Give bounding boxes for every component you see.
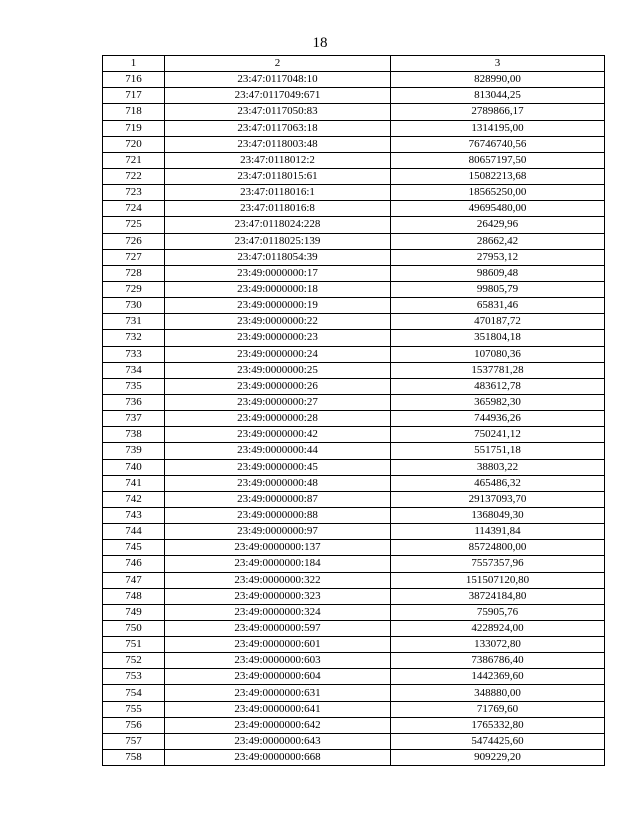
value-cell: 1765332,80 xyxy=(391,717,605,733)
value-cell: 65831,46 xyxy=(391,298,605,314)
table-row xyxy=(103,346,605,362)
table-row xyxy=(103,72,605,88)
cadastral-number-cell: 23:49:0000000:597 xyxy=(165,620,391,636)
table-row xyxy=(103,604,605,620)
table-row xyxy=(103,265,605,281)
cadastral-number-cell: 23:49:0000000:88 xyxy=(165,507,391,523)
table-row xyxy=(103,298,605,314)
table-row xyxy=(103,524,605,540)
value-cell: 909229,20 xyxy=(391,750,605,766)
row-number-cell: 736 xyxy=(103,394,165,410)
value-cell: 27953,12 xyxy=(391,249,605,265)
row-number-cell: 717 xyxy=(103,88,165,104)
value-cell: 470187,72 xyxy=(391,314,605,330)
row-number-cell: 735 xyxy=(103,378,165,394)
cadastral-number-cell: 23:47:0118012:2 xyxy=(165,152,391,168)
cadastral-number-cell: 23:49:0000000:641 xyxy=(165,701,391,717)
table-body xyxy=(103,72,605,766)
value-cell: 49695480,00 xyxy=(391,201,605,217)
table-row xyxy=(103,653,605,669)
table-row xyxy=(103,249,605,265)
value-cell: 348880,00 xyxy=(391,685,605,701)
cadastral-number-cell: 23:49:0000000:22 xyxy=(165,314,391,330)
table-row xyxy=(103,168,605,184)
row-number-cell: 742 xyxy=(103,491,165,507)
cadastral-number-cell: 23:49:0000000:26 xyxy=(165,378,391,394)
row-number-cell: 741 xyxy=(103,475,165,491)
row-number-cell: 749 xyxy=(103,604,165,620)
value-cell: 85724800,00 xyxy=(391,540,605,556)
value-cell: 71769,60 xyxy=(391,701,605,717)
table-row xyxy=(103,669,605,685)
row-number-cell: 725 xyxy=(103,217,165,233)
value-cell: 2789866,17 xyxy=(391,104,605,120)
table-row xyxy=(103,637,605,653)
row-number-cell: 734 xyxy=(103,362,165,378)
cadastral-number-cell: 23:49:0000000:324 xyxy=(165,604,391,620)
cadastral-number-cell: 23:47:0117048:10 xyxy=(165,72,391,88)
row-number-cell: 740 xyxy=(103,459,165,475)
column-header-1: 1 xyxy=(103,56,165,72)
table-row xyxy=(103,556,605,572)
value-cell: 151507120,80 xyxy=(391,572,605,588)
row-number-cell: 729 xyxy=(103,281,165,297)
row-number-cell: 745 xyxy=(103,540,165,556)
cadastral-number-cell: 23:49:0000000:44 xyxy=(165,443,391,459)
table-row xyxy=(103,201,605,217)
row-number-cell: 732 xyxy=(103,330,165,346)
row-number-cell: 757 xyxy=(103,733,165,749)
cadastral-number-cell: 23:49:0000000:184 xyxy=(165,556,391,572)
row-number-cell: 733 xyxy=(103,346,165,362)
row-number-cell: 727 xyxy=(103,249,165,265)
table-row xyxy=(103,685,605,701)
value-cell: 1537781,28 xyxy=(391,362,605,378)
table-row xyxy=(103,394,605,410)
cadastral-number-cell: 23:49:0000000:25 xyxy=(165,362,391,378)
row-number-cell: 746 xyxy=(103,556,165,572)
table-row xyxy=(103,572,605,588)
cadastral-number-cell: 23:49:0000000:668 xyxy=(165,750,391,766)
value-cell: 99805,79 xyxy=(391,281,605,297)
cadastral-number-cell: 23:49:0000000:17 xyxy=(165,265,391,281)
value-cell: 15082213,68 xyxy=(391,168,605,184)
cadastral-number-cell: 23:49:0000000:643 xyxy=(165,733,391,749)
value-cell: 114391,84 xyxy=(391,524,605,540)
table-row xyxy=(103,717,605,733)
row-number-cell: 724 xyxy=(103,201,165,217)
cadastral-number-cell: 23:49:0000000:27 xyxy=(165,394,391,410)
row-number-cell: 748 xyxy=(103,588,165,604)
row-number-cell: 723 xyxy=(103,185,165,201)
cadastral-number-cell: 23:49:0000000:24 xyxy=(165,346,391,362)
cadastral-number-cell: 23:49:0000000:45 xyxy=(165,459,391,475)
table-row xyxy=(103,233,605,249)
value-cell: 28662,42 xyxy=(391,233,605,249)
row-number-cell: 721 xyxy=(103,152,165,168)
cadastral-number-cell: 23:49:0000000:631 xyxy=(165,685,391,701)
table-row xyxy=(103,378,605,394)
cadastral-number-cell: 23:49:0000000:323 xyxy=(165,588,391,604)
row-number-cell: 718 xyxy=(103,104,165,120)
cadastral-number-cell: 23:49:0000000:87 xyxy=(165,491,391,507)
value-cell: 75905,76 xyxy=(391,604,605,620)
row-number-cell: 720 xyxy=(103,136,165,152)
table-row xyxy=(103,120,605,136)
value-cell: 483612,78 xyxy=(391,378,605,394)
table-row xyxy=(103,459,605,475)
cadastral-number-cell: 23:49:0000000:137 xyxy=(165,540,391,556)
value-cell: 465486,32 xyxy=(391,475,605,491)
cadastral-number-cell: 23:47:0118003:48 xyxy=(165,136,391,152)
table-row xyxy=(103,362,605,378)
row-number-cell: 747 xyxy=(103,572,165,588)
value-cell: 351804,18 xyxy=(391,330,605,346)
row-number-cell: 754 xyxy=(103,685,165,701)
value-cell: 29137093,70 xyxy=(391,491,605,507)
column-header-2: 2 xyxy=(165,56,391,72)
cadastral-number-cell: 23:47:0118025:139 xyxy=(165,233,391,249)
row-number-cell: 744 xyxy=(103,524,165,540)
table-row xyxy=(103,330,605,346)
row-number-cell: 752 xyxy=(103,653,165,669)
row-number-cell: 755 xyxy=(103,701,165,717)
value-cell: 5474425,60 xyxy=(391,733,605,749)
table-row xyxy=(103,217,605,233)
row-number-cell: 726 xyxy=(103,233,165,249)
table-row xyxy=(103,701,605,717)
value-cell: 107080,36 xyxy=(391,346,605,362)
cadastral-number-cell: 23:49:0000000:603 xyxy=(165,653,391,669)
table-row xyxy=(103,620,605,636)
cadastral-number-cell: 23:47:0117049:671 xyxy=(165,88,391,104)
row-number-cell: 753 xyxy=(103,669,165,685)
cadastral-number-cell: 23:49:0000000:97 xyxy=(165,524,391,540)
table-row xyxy=(103,540,605,556)
value-cell: 133072,80 xyxy=(391,637,605,653)
row-number-cell: 719 xyxy=(103,120,165,136)
value-cell: 1442369,60 xyxy=(391,669,605,685)
value-cell: 1368049,30 xyxy=(391,507,605,523)
table-row xyxy=(103,314,605,330)
value-cell: 551751,18 xyxy=(391,443,605,459)
table-row xyxy=(103,88,605,104)
cadastral-number-cell: 23:47:0117063:18 xyxy=(165,120,391,136)
row-number-cell: 738 xyxy=(103,427,165,443)
cadastral-number-cell: 23:49:0000000:604 xyxy=(165,669,391,685)
value-cell: 365982,30 xyxy=(391,394,605,410)
row-number-cell: 728 xyxy=(103,265,165,281)
table-row xyxy=(103,507,605,523)
value-cell: 1314195,00 xyxy=(391,120,605,136)
column-header-3: 3 xyxy=(391,56,605,72)
value-cell: 18565250,00 xyxy=(391,185,605,201)
table-row xyxy=(103,491,605,507)
cadastral-number-cell: 23:49:0000000:322 xyxy=(165,572,391,588)
row-number-cell: 716 xyxy=(103,72,165,88)
cadastral-number-cell: 23:49:0000000:642 xyxy=(165,717,391,733)
row-number-cell: 750 xyxy=(103,620,165,636)
row-number-cell: 737 xyxy=(103,411,165,427)
row-number-cell: 756 xyxy=(103,717,165,733)
value-cell: 828990,00 xyxy=(391,72,605,88)
table-row xyxy=(103,281,605,297)
value-cell: 76746740,56 xyxy=(391,136,605,152)
row-number-cell: 722 xyxy=(103,168,165,184)
row-number-cell: 758 xyxy=(103,750,165,766)
value-cell: 80657197,50 xyxy=(391,152,605,168)
cadastral-number-cell: 23:49:0000000:48 xyxy=(165,475,391,491)
cadastral-number-cell: 23:47:0118016:8 xyxy=(165,201,391,217)
value-cell: 7386786,40 xyxy=(391,653,605,669)
table-row xyxy=(103,427,605,443)
value-cell: 7557357,96 xyxy=(391,556,605,572)
cadastral-number-cell: 23:49:0000000:42 xyxy=(165,427,391,443)
cadastral-number-cell: 23:49:0000000:18 xyxy=(165,281,391,297)
table-row xyxy=(103,733,605,749)
value-cell: 4228924,00 xyxy=(391,620,605,636)
value-cell: 38724184,80 xyxy=(391,588,605,604)
value-cell: 744936,26 xyxy=(391,411,605,427)
table-row xyxy=(103,104,605,120)
value-cell: 26429,96 xyxy=(391,217,605,233)
value-cell: 98609,48 xyxy=(391,265,605,281)
registry-table xyxy=(102,55,605,766)
cadastral-number-cell: 23:47:0118015:61 xyxy=(165,168,391,184)
value-cell: 750241,12 xyxy=(391,427,605,443)
table-header-row xyxy=(103,56,605,72)
table-row xyxy=(103,750,605,766)
value-cell: 38803,22 xyxy=(391,459,605,475)
table-row xyxy=(103,136,605,152)
cadastral-number-cell: 23:49:0000000:23 xyxy=(165,330,391,346)
cadastral-number-cell: 23:49:0000000:19 xyxy=(165,298,391,314)
row-number-cell: 730 xyxy=(103,298,165,314)
table-row xyxy=(103,443,605,459)
cadastral-number-cell: 23:49:0000000:28 xyxy=(165,411,391,427)
cadastral-number-cell: 23:47:0118024:228 xyxy=(165,217,391,233)
cadastral-number-cell: 23:47:0117050:83 xyxy=(165,104,391,120)
page-number: 18 xyxy=(312,35,328,51)
table-row xyxy=(103,185,605,201)
row-number-cell: 739 xyxy=(103,443,165,459)
cadastral-number-cell: 23:47:0118054:39 xyxy=(165,249,391,265)
cadastral-number-cell: 23:47:0118016:1 xyxy=(165,185,391,201)
row-number-cell: 731 xyxy=(103,314,165,330)
cadastral-number-cell: 23:49:0000000:601 xyxy=(165,637,391,653)
row-number-cell: 751 xyxy=(103,637,165,653)
row-number-cell: 743 xyxy=(103,507,165,523)
table-row xyxy=(103,411,605,427)
table-row xyxy=(103,588,605,604)
table-row xyxy=(103,152,605,168)
table-row xyxy=(103,475,605,491)
value-cell: 813044,25 xyxy=(391,88,605,104)
